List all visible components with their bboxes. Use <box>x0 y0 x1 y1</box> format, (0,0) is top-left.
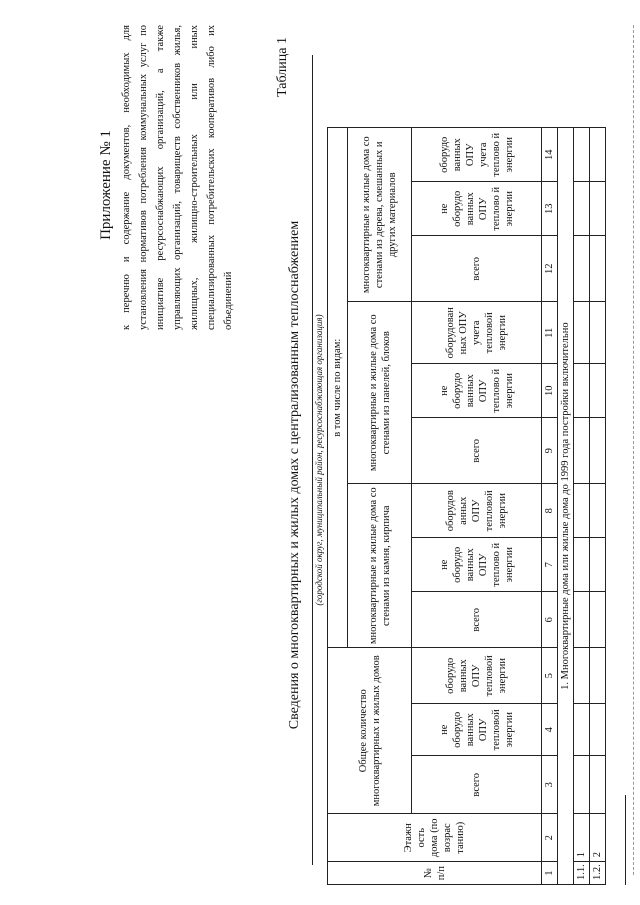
section-row-label: 1. Многоквартирные дома или жилые дома до 1999 года постройки включительно <box>558 128 574 885</box>
cell <box>590 236 606 302</box>
header-total: Общее количество многоквартирных и жилых домов <box>328 648 412 814</box>
document-title: Сведения о многоквартирных и жилых домах с централизованным теплоснабжением <box>287 220 302 730</box>
header-panel-all: всего <box>412 418 542 484</box>
header-total-no-meter: не оборудо ванных ОПУ тепловой энергии <box>412 704 542 756</box>
row-floors: 2 <box>590 814 606 862</box>
cell <box>574 128 590 182</box>
header-floors: Этажн ость дома (по возрас танию) <box>328 814 542 862</box>
cell <box>590 592 606 648</box>
appendix-heading: Приложение № 1 <box>98 130 114 240</box>
cell <box>590 484 606 538</box>
table-number: Таблица 1 <box>275 37 290 97</box>
row-floors: 1 <box>574 814 590 862</box>
table-row <box>590 128 606 885</box>
header-stone-houses: многоквартирные и жилые дома со стенами из камня, кирпича <box>348 484 412 648</box>
cell <box>574 418 590 484</box>
cell <box>574 302 590 364</box>
cell <box>574 484 590 538</box>
header-stone-all: всего <box>412 592 542 648</box>
column-number: 13 <box>542 182 558 236</box>
cell <box>590 182 606 236</box>
footnote-divider <box>625 795 626 885</box>
table-row <box>574 128 590 885</box>
column-number: 10 <box>542 364 558 418</box>
column-number: 12 <box>542 236 558 302</box>
housing-stock-table <box>327 127 606 885</box>
cell <box>590 704 606 756</box>
form-note: (городской округ, муниципальный район, ресурсоснабжающая организация) <box>314 314 324 606</box>
header-num: № п/п <box>328 862 542 885</box>
cell <box>574 182 590 236</box>
column-number: 14 <box>542 128 558 182</box>
header-wood-houses: многоквартирные и жилые дома со стенами из дерева, смешанных и других материалов <box>348 128 412 302</box>
column-number: 5 <box>542 648 558 704</box>
column-number: 9 <box>542 418 558 484</box>
cell <box>574 364 590 418</box>
appendix-description: к перечню и содержание документов, необходимых для установления нормативов потребления коммунальных услуг по инициативе ресурсоснабжающих организаций, а также управляющих организаций, товариществ собственников жилья, жилищных, жилищно-строительных или иных специализированных потребительских кооперативов либо их объединений <box>121 25 234 330</box>
cell <box>590 364 606 418</box>
cell <box>574 704 590 756</box>
header-panel-houses: многоквартирные и жилые дома со стенами из панелей, блоков <box>348 302 412 484</box>
cell <box>574 592 590 648</box>
cell <box>574 538 590 592</box>
column-number: 2 <box>542 814 558 862</box>
header-stone-no-meter: не оборудо ванных ОПУ теплово й энергии <box>412 538 542 592</box>
header-total-with-meter: оборудо ванных ОПУ тепловой энергии <box>412 648 542 704</box>
header-wood-with-meter: оборудо ванных ОПУ учета теплово й энергии <box>412 128 542 182</box>
header-wood-all: всего <box>412 236 542 302</box>
cell <box>590 756 606 814</box>
cell <box>590 538 606 592</box>
cell <box>590 418 606 484</box>
column-number: 3 <box>542 756 558 814</box>
column-number: 8 <box>542 484 558 538</box>
header-panel-with-meter: оборудован ных ОПУ учета тепловой энергии <box>412 302 542 364</box>
header-by-type: в том числе по видам: <box>328 128 348 648</box>
column-number: 6 <box>542 592 558 648</box>
column-number: 11 <box>542 302 558 364</box>
row-num: 1.2. <box>590 862 606 885</box>
header-total-all: всего <box>412 756 542 814</box>
header-stone-with-meter: оборудов анных ОПУ тепловой энергии <box>412 484 542 538</box>
cell <box>590 648 606 704</box>
cell <box>574 756 590 814</box>
column-number: 7 <box>542 538 558 592</box>
header-wood-no-meter: не оборудо ванных ОПУ теплово й энергии <box>412 182 542 236</box>
cell <box>574 236 590 302</box>
row-num: 1.1. <box>574 862 590 885</box>
cell <box>590 302 606 364</box>
column-number: 4 <box>542 704 558 756</box>
column-number-row <box>542 128 558 885</box>
form-fill-line <box>312 55 313 865</box>
cell <box>590 128 606 182</box>
header-panel-no-meter: не оборудо ванных ОПУ теплово й энергии <box>412 364 542 418</box>
column-number: 1 <box>542 862 558 885</box>
scan-edge-line <box>633 25 634 875</box>
cell <box>574 648 590 704</box>
